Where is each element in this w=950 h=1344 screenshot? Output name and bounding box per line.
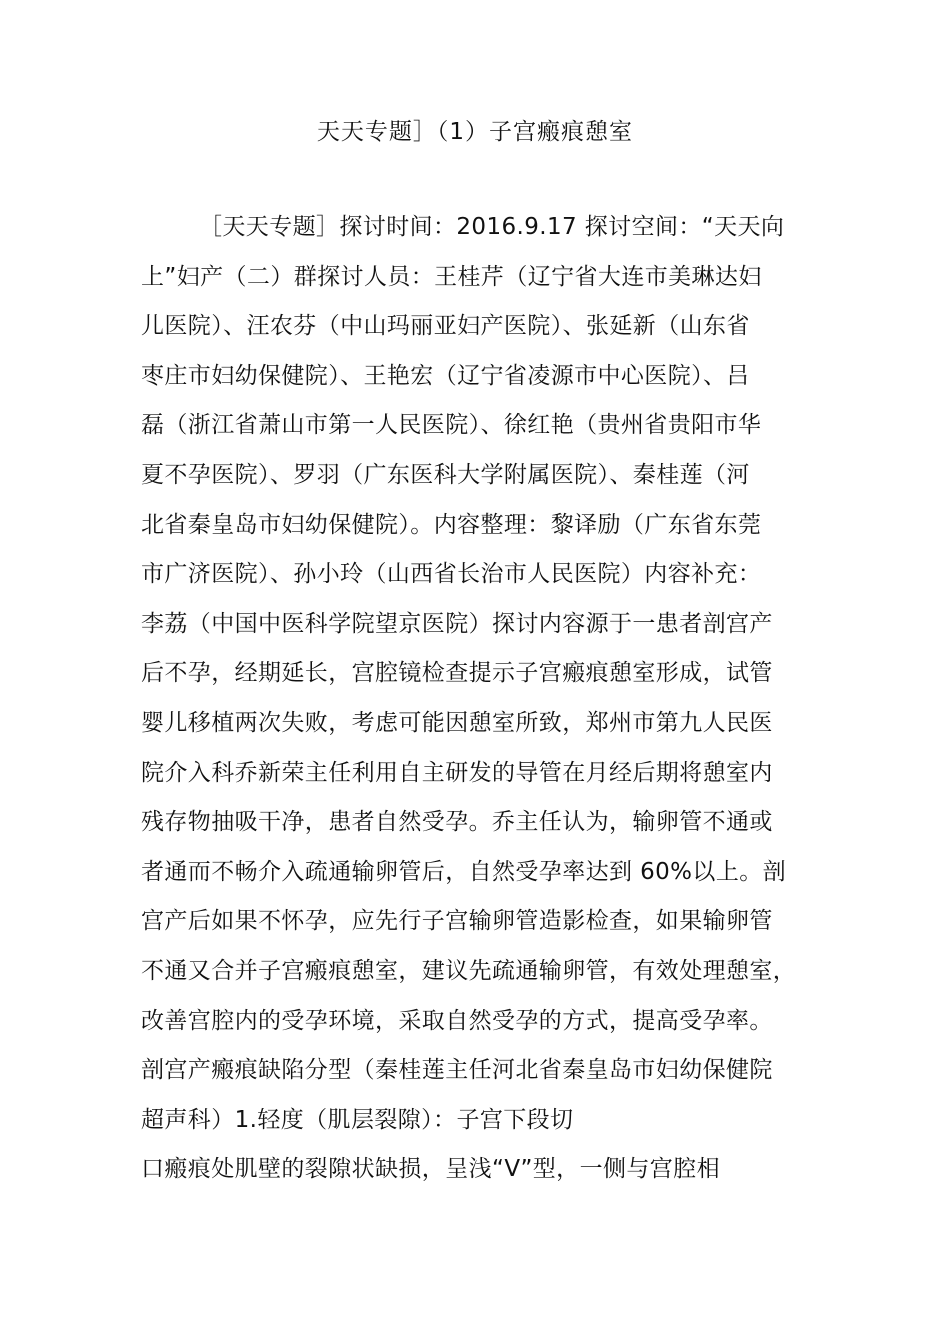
body-line: 超声科）1.轻度（肌层裂隙）：子宫下段切 [141,1106,574,1133]
body-line: 婴儿移植两次失败，考虑可能因憩室所致，郑州市第九人民医 [141,709,773,736]
document-title: 天天专题］（1）子宫瘢痕憩室 [316,119,634,145]
body-line: 后不孕，经期延长，宫腔镜检查提示子宫瘢痕憩室形成，试管 [141,660,773,687]
document-body [141,210,821,1202]
body-line: 李荔（中国中医科学院望京医院）探讨内容源于一患者剖宫产 [141,610,773,637]
body-line: 剖宫产瘢痕缺陷分型（秦桂莲主任河北省秦皇岛市妇幼保健院 [141,1057,773,1084]
body-line: 儿医院）、汪农芬（中山玛丽亚妇产医院）、张延新（山东省 [141,313,750,340]
body-line: 不通又合并子宫瘢痕憩室，建议先疏通输卵管，有效处理憩室， [141,957,797,984]
body-line: 口瘢痕处肌壁的裂隙状缺损，呈浅“V”型，一侧与宫腔相 [141,1156,720,1183]
body-line: 院介入科乔新荣主任利用自主研发的导管在月经后期将憩室内 [141,759,773,786]
body-line: 上”妇产（二）群探讨人员：王桂芹（辽宁省大连市美琳达妇 [141,263,762,290]
body-line: 枣庄市妇幼保健院）、王艳宏（辽宁省凌源市中心医院）、吕 [141,362,750,389]
body-line: 残存物抽吸干净，患者自然受孕。乔主任认为，输卵管不通或 [141,809,773,836]
body-line: 宫产后如果不怀孕，应先行子宫输卵管造影检查，如果输卵管 [141,908,773,935]
body-line: 市广济医院）、孙小玲（山西省长治市人民医院）内容补充： [141,561,762,588]
body-line: 磊（浙江省萧山市第一人民医院）、徐红艳（贵州省贵阳市华 [141,412,762,439]
body-line: 夏不孕医院）、罗羽（广东医科大学附属医院）、秦桂莲（河 [141,461,750,488]
body-line: 北省秦皇岛市妇幼保健院）。内容整理：黎译励（广东省东莞 [141,511,762,538]
body-line: 改善宫腔内的受孕环境，采取自然受孕的方式，提高受孕率。 [141,1007,773,1034]
body-line: ［天天专题］探讨时间：2016.9.17 探讨空间：“天天向 [199,214,785,240]
body-line: 者通而不畅介入疏通输卵管后，自然受孕率达到 60%以上。剖 [141,858,787,885]
